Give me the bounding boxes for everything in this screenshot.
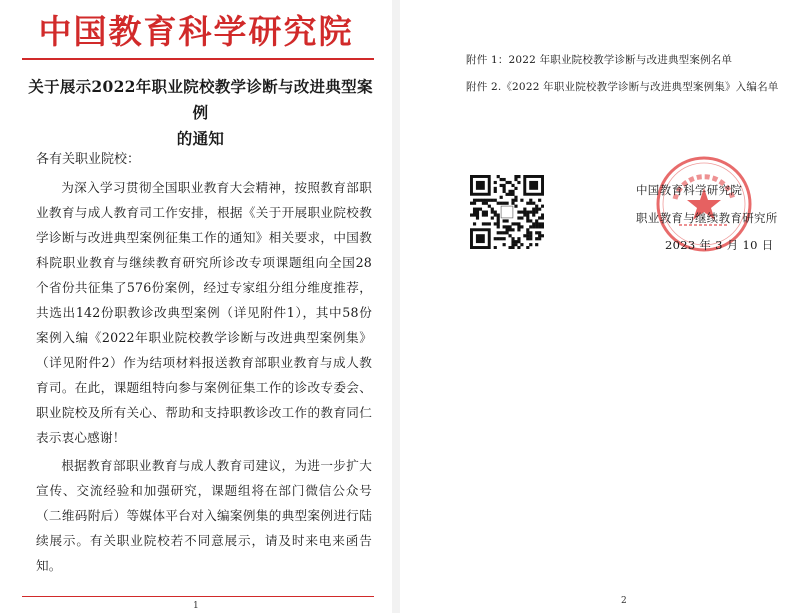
page-gap (392, 0, 400, 613)
page-number-2: 2 (621, 596, 627, 606)
document-title (28, 74, 373, 152)
letterhead-title: 中国教育科学研究院 (38, 12, 354, 51)
page-number-1: 1 (193, 601, 199, 611)
body-paragraph-1: 为深入学习贯彻全国职业教育大会精神，按照教育部职业教育与成人教育司工作安排，根据《关于开展职业院校教学诊断与改进典型案例征集工作的通知》相关要求，中国教科院职业教育与继续教育研究所诊改专项课题组向全国28个省份共征集了576份案例，经过专家组分组分维度推荐，共选出142份职教诊改典型案例（详见附件1），其中58份案例入编《2022年职业院校教学诊断与改进典型案例集》（详见附件2）作为结项材料报送教育部职业教育与成人教育司。在此，课题组特向参与案例征集工作的诊改专委会、职业院校及所有关心、帮助和支持职教诊改工作的教育同仁表示衷心感谢！ (36, 180, 372, 445)
attachment-2: 附件 2.《2022 年职业院校教学诊断与改进典型案例集》入编名单 (466, 81, 779, 93)
salutation: 各有关职业院校： (36, 152, 141, 167)
document-title-line-1: 关于展示2022年职业院校教学诊断与改进典型案例 (28, 77, 373, 122)
body-paragraph-2: 根据教育部职业教育与成人教育司建议，为进一步扩大宣传、交流经验和加强研究，课题组将在部门微信公众号（二维码附后）等媒体平台对入编案例集的典型案例进行陆续展示。有关职业院校若不同意展示，请及时来电来函告知。 (36, 458, 372, 573)
attachment-1: 附件 1：2022 年职业院校教学诊断与改进典型案例名单 (466, 54, 733, 66)
footer-rule (22, 596, 374, 597)
document-page-1 (0, 0, 392, 613)
document-body (36, 175, 372, 578)
wechat-qr-code-icon (470, 175, 544, 249)
letterhead-rule (22, 58, 374, 60)
signature-date: 2023 年 3 月 10 日 (665, 238, 774, 252)
document-title-line-2: 的通知 (176, 129, 225, 148)
signature-organization-1: 中国教育科学研究院 (636, 183, 743, 197)
signature-organization-2: 职业教育与继续教育研究所 (636, 211, 778, 225)
